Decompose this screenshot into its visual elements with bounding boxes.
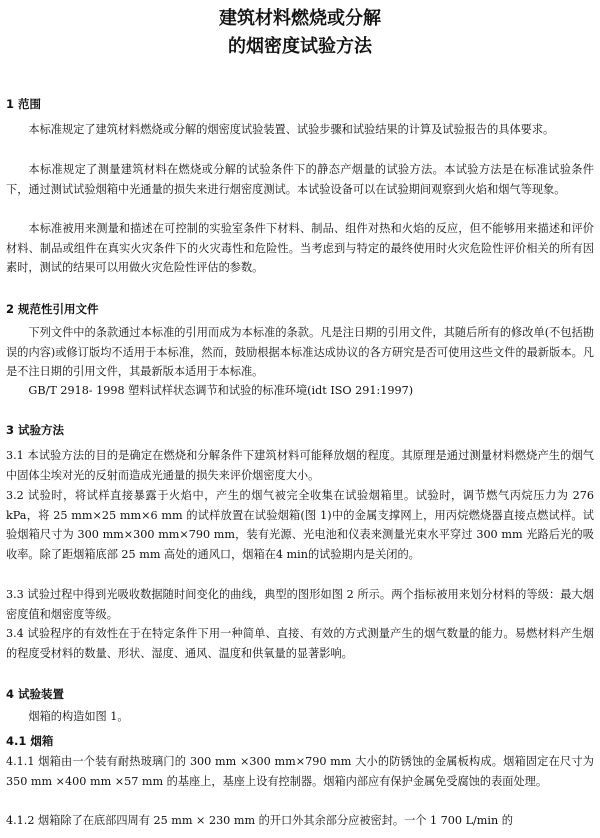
- section-1-heading: 1 范围: [6, 97, 42, 111]
- section-2-heading: 2 规范性引用文件: [6, 302, 99, 316]
- document-title-line2: 的烟密度试验方法: [228, 36, 372, 57]
- clause-4-1-2: 4.1.2 烟箱除了在底部四周有 25 mm × 230 mm 的开口外其余部分应被密封。一个 1 700 L/min 的: [6, 814, 513, 827]
- clause-3-1: 3.1 本试验方法的目的是确定在燃烧和分解条件下建筑材料可能释放烟的程度。其原理是通过测量材料燃烧产生的烟气中固体尘埃对光的反射而造成光通量的损失来评价烟密度大小。: [6, 449, 594, 482]
- section-2-reference: GB/T 2918- 1998 塑料试样状态调节和试验的标准环境(idt ISO 291:1997): [28, 384, 414, 397]
- section-4-heading: 4 试验装置: [6, 687, 65, 701]
- section-4-intro: 烟箱的构造如图 1。: [28, 710, 129, 723]
- clause-3-3: 3.3 试验过程中得到光吸收数据随时间变化的曲线，典型的图形如图 2 所示。两个指标被用来划分材料的等级：最大烟密度值和烟密度等级。: [6, 588, 594, 621]
- section-1-para-1: 本标准规定了建筑材料燃烧或分解的烟密度试验装置、试验步骤和试验结果的计算及试验报告的具体要求。: [28, 123, 555, 136]
- section-1-para-2: 本标准规定了测量建筑材料在燃烧或分解的试验条件下的静态产烟量的试验方法。本试验方法是在标准试验条件下，通过测试试验烟箱中光通量的损失来进行烟密度测试。本试验设备可以在试验期间观察到火焰和烟气等现象。: [6, 163, 594, 196]
- clause-3-2: 3.2 试验时，将试样直接暴露于火焰中，产生的烟气被完全收集在试验烟箱里。试验时，调节燃气丙烷压力为 276 kPa，将 25 mm×25 mm×6 mm 的试样放置在试验烟箱(图 1)中的金属支撑网上，用丙烷燃烧器直接点燃试样。试验烟箱尺寸为 300 mm×300 mm×790 mm，装有光源、光电池和仪表来测量光束水平穿过 300 mm 光路后光的吸收率。除了距烟箱底部 25 mm 高处的通风口，烟箱在4 min的试验期内是关闭的。: [6, 489, 594, 561]
- section-2-para-1: 下列文件中的条款通过本标准的引用而成为本标准的条款。凡是注日期的引用文件，其随后所有的修改单(不包括勘误的内容)或修订版均不适用于本标准，然而，鼓励根据本标准达成协议的各方研究是否可使用这些文件的最新版本。凡是不注日期的引用文件，其最新版本适用于本标准。: [6, 326, 594, 378]
- clause-4-1-heading: 4.1 烟箱: [6, 734, 54, 748]
- section-1-para-3: 本标准被用来测量和描述在可控制的实验室条件下材料、制品、组件对热和火焰的反应，但不能够用来描述和评价材料、制品或组件在真实火灾条件下的火灾毒性和危险性。当考虑到与特定的最终使用时火灾危险性评价相关的所有因素时，测试的结果可以用做火灾危险性评估的参数。: [6, 222, 594, 274]
- section-3-heading: 3 试验方法: [6, 423, 65, 437]
- clause-3-4: 3.4 试验程序的有效性在于在特定条件下用一种简单、直接、有效的方式测量产生的烟气数量的能力。易燃材料产生烟的程度受材料的数量、形状、湿度、通风、温度和供氧量的显著影响。: [6, 627, 594, 660]
- document-title-line1: 建筑材料燃烧或分解: [219, 8, 381, 29]
- clause-4-1-1: 4.1.1 烟箱由一个装有耐热玻璃门的 300 mm ×300 mm×790 mm 大小的防锈蚀的金属板构成。烟箱固定在尺寸为 350 mm ×400 mm ×57 mm 的基座上，基座上设有控制器。烟箱内部应有保护金属免受腐蚀的表面处理。: [6, 755, 594, 788]
